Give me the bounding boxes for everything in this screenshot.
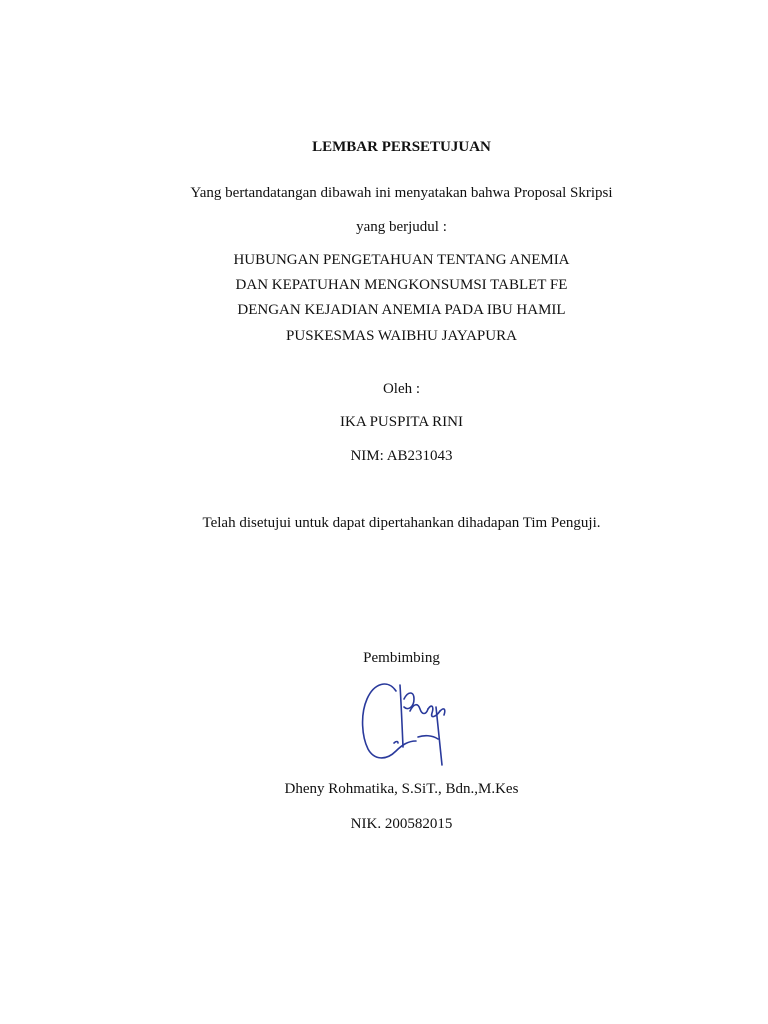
research-title-line-3: DENGAN KEJADIAN ANEMIA PADA IBU HAMIL — [237, 302, 566, 318]
by-label: Oleh : — [382, 381, 421, 397]
author-nim: NIM: AB231043 — [350, 448, 453, 464]
supervisor-name: Dheny Rohmatika, S.SiT., Bdn.,M.Kes — [284, 781, 519, 797]
signature-image — [358, 677, 452, 769]
intro-text-line-2: yang berjudul : — [356, 219, 447, 235]
author-name: IKA PUSPITA RINI — [340, 414, 463, 430]
page-title: LEMBAR PERSETUJUAN — [312, 139, 491, 155]
research-title-line-1: HUBUNGAN PENGETAHUAN TENTANG ANEMIA — [233, 252, 570, 268]
supervisor-nik: NIK. 200582015 — [350, 816, 453, 832]
research-title-line-4: PUSKESMAS WAIBHU JAYAPURA — [286, 328, 517, 344]
research-title-line-2: DAN KEPATUHAN MENGKONSUMSI TABLET FE — [235, 277, 568, 293]
intro-text-line-1: Yang bertandatangan dibawah ini menyatakan bahwa Proposal Skripsi — [190, 185, 613, 201]
signature-strokes — [363, 684, 445, 765]
approval-statement: Telah disetujui untuk dapat dipertahankan dihadapan Tim Penguji. — [202, 515, 601, 531]
supervisor-role: Pembimbing — [363, 650, 440, 666]
